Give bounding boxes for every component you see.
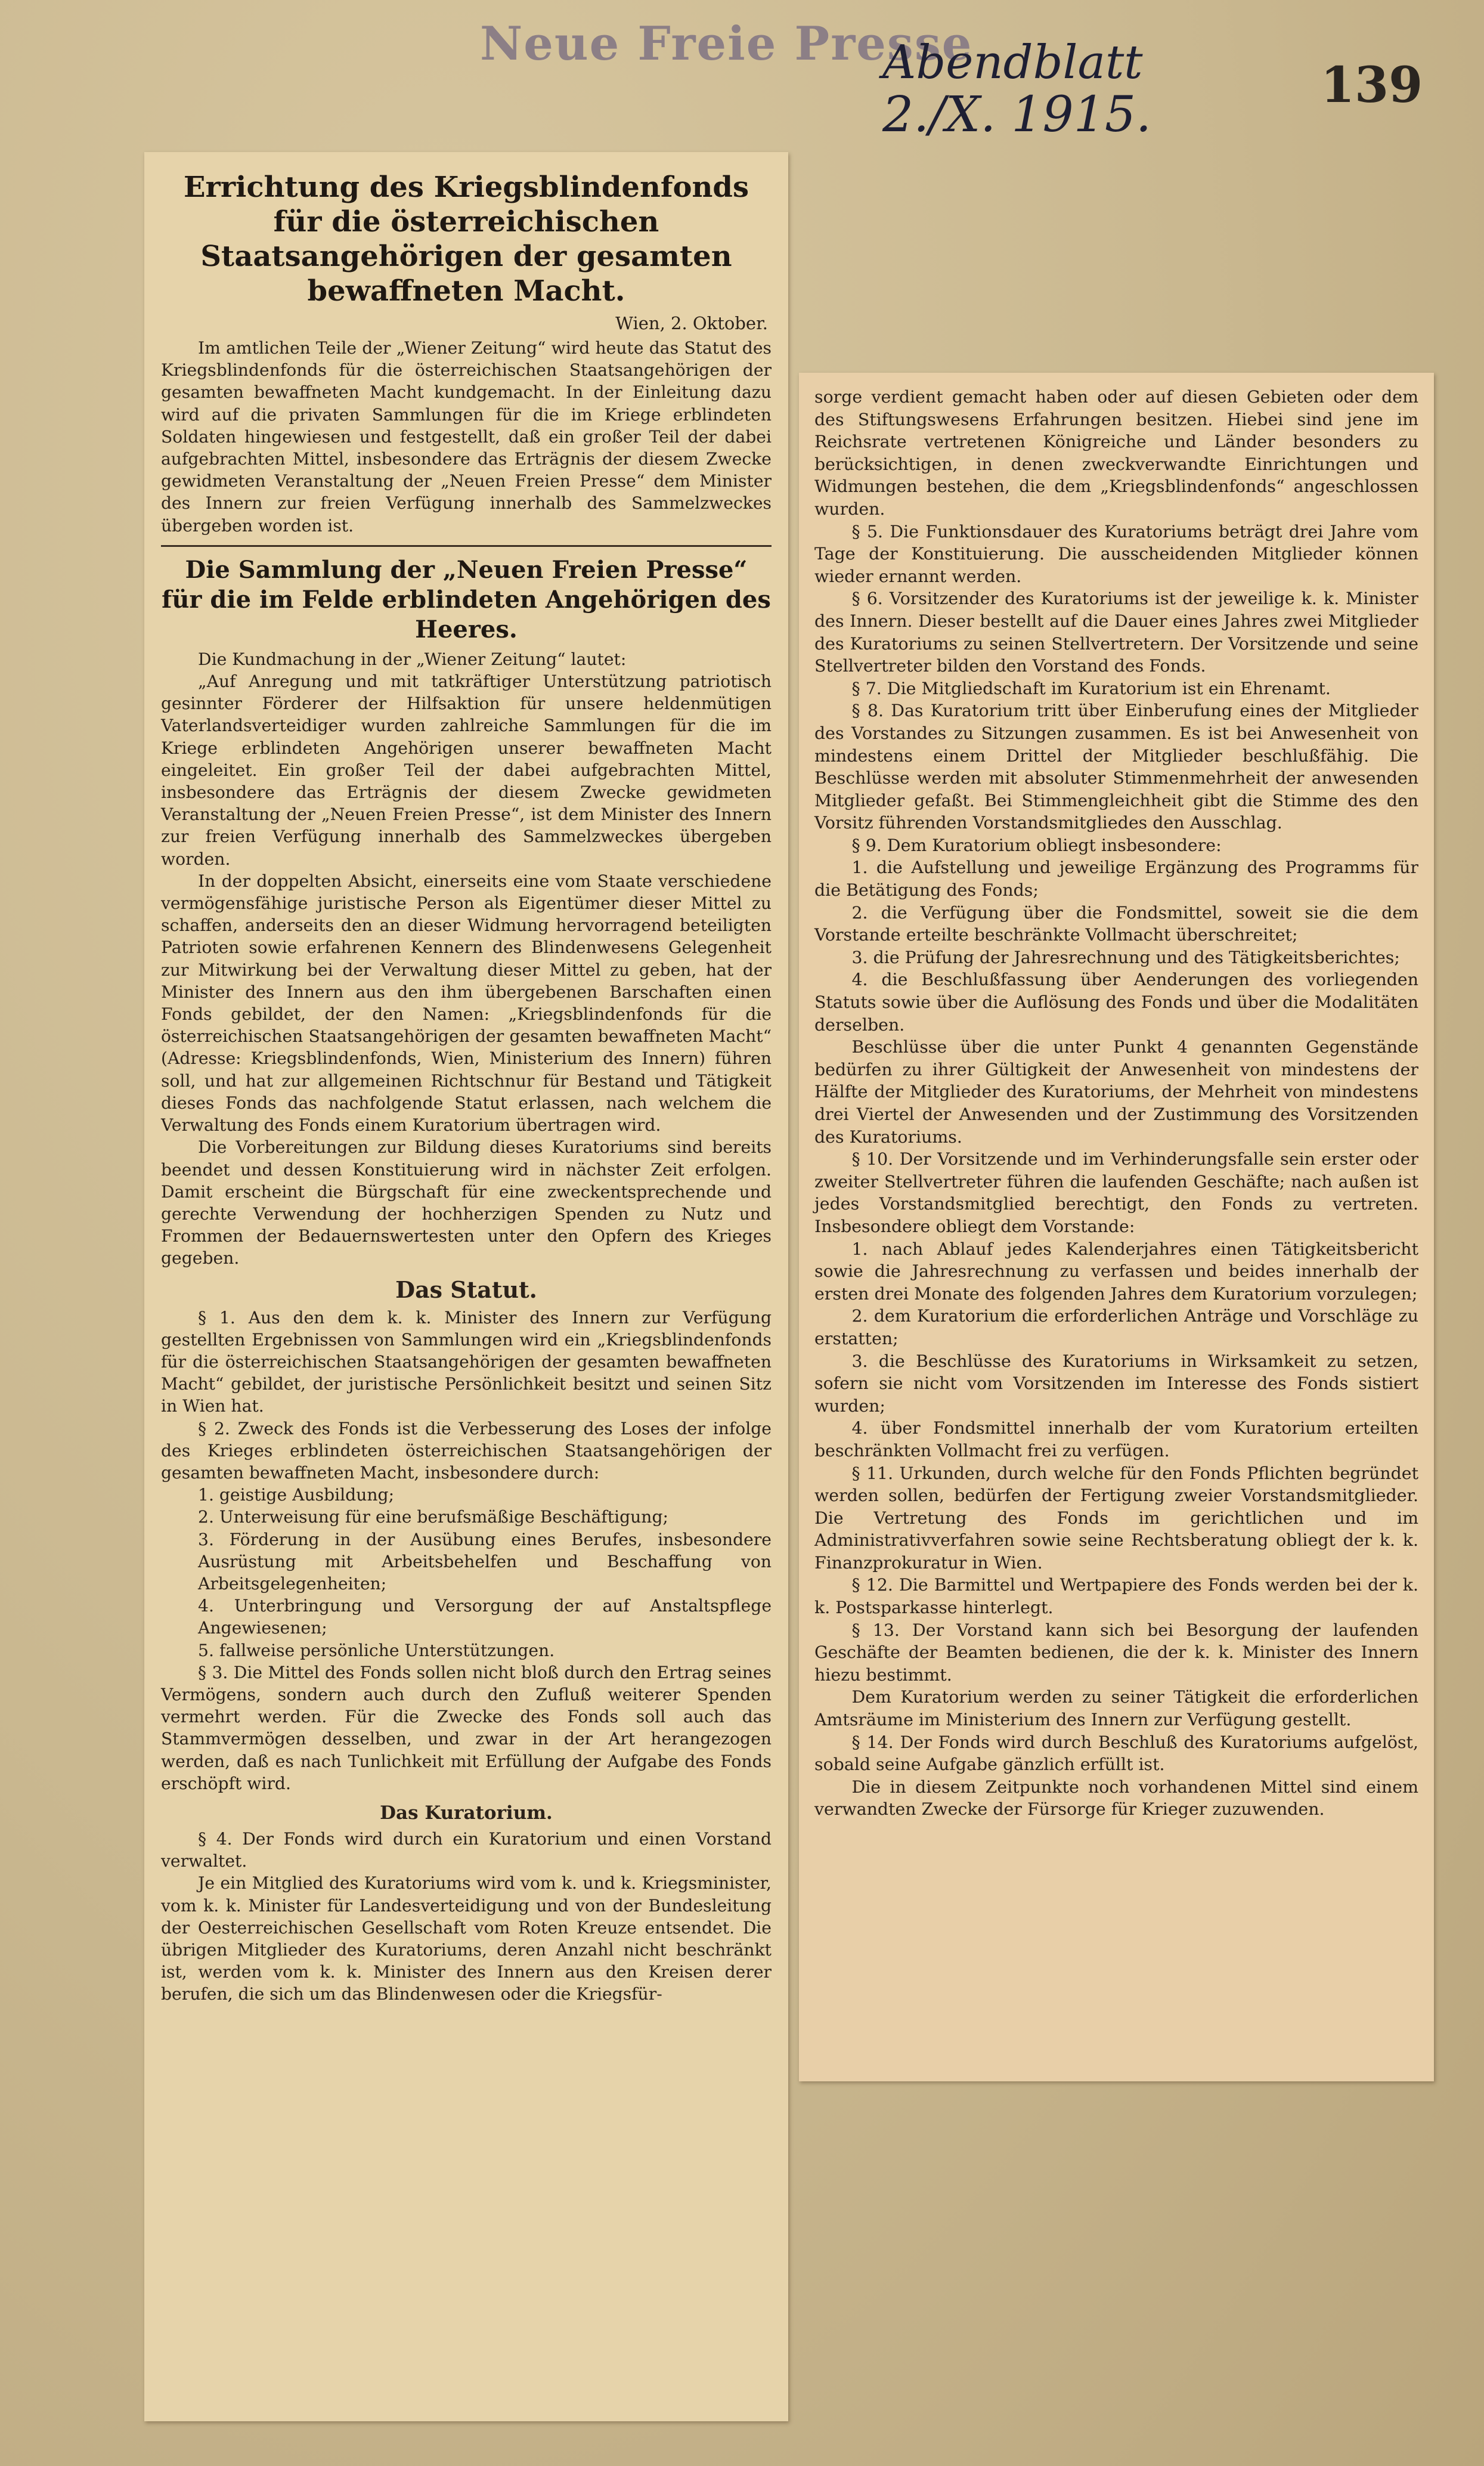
right-paragraph: Die in diesem Zeitpunkte noch vorhandenen Mittel sind einem verwandten Zwecke der Fürsorge für Krieger zuzuwenden.: [814, 1777, 1418, 1820]
kundmachung-paragraph: Die Kundmachung in der „Wiener Zeitung“ lautet:: [198, 649, 627, 669]
subheadline: Die Sammlung der „Neuen Freien Presse“ für die im Felde erblindeten Angehörigen des Heeres.: [162, 555, 771, 643]
kundmachung-paragraph: „Auf Anregung und mit tatkräftiger Unterstützung patriotisch gesinnter Förderer der Hilfsaktion für unsere heldenmütigen Vaterlandsverteidiger wurden zahlreiche Sammlungen für die im Kriege erblindeten Angehörigen unserer bewaffneten Macht eingeleitet. Ein großer Teil der dabei aufgebrachten Mittel, insbesondere das Erträgnis der diesem Zwecke gewidmeten Veranstaltung der „Neuen Freien Presse“, ist dem Minister des Innern zur freien Verfügung innerhalb des Sammelzweckes übergeben worden.: [161, 672, 772, 869]
intro-paragraph: Im amtlichen Teile der „Wiener Zeitung“ wird heute das Statut des Kriegsblindenfonds für die österreichischen Staatsangehörigen der gesamten bewaffneten Macht kundgemacht. In der Einleitung dazu wird auf die privaten Sammlungen für die im Kriege erblindeten Soldaten hingewiesen und festgestellt, daß ein großer Teil der dabei aufgebrachten Mittel, insbesondere das Erträgnis der diesem Zwecke gewidmeten Veranstaltung der „Neuen Freien Presse“ dem Minister des Innern zur freien Verfügung innerhalb des Sammelzweckes übergeben worden ist.: [161, 338, 772, 536]
clipping-right-column: [799, 373, 1434, 2081]
right-paragraph: 1. die Aufstellung und jeweilige Ergänzung des Programms für die Betätigung des Fonds;: [814, 858, 1418, 901]
right-paragraph: § 10. Der Vorsitzende und im Verhinderungsfalle sein erster oder zweiter Stellvertreter führen die laufenden Geschäfte; nach außen ist jedes Vorstandsmitglied berechtigt, den Fonds zu vertreten. Insbesondere obliegt dem Vorstande:: [814, 1149, 1418, 1236]
kundmachung-paragraph: In der doppelten Absicht, einerseits eine vom Staate verschiedene vermögensfähige juristische Person als Eigentümer dieser Mittel zu schaffen, anderseits den an dieser Widmung hervorragend beteiligten Patrioten sowie erfahrenen Kennern des Blindenwesens Gelegenheit zur Mitwirkung bei der Verwaltung dieser Mittel zu geben, hat der Minister des Innern aus den ihm übergebenen Barschaften einen Fonds gebildet, der den Namen: „Kriegsblindenfonds für die österreichischen Staatsangehörigen der gesamten bewaffneten Macht“ (Adresse: Kriegsblindenfonds, Wien, Ministerium des Innern) führen soll, und hat zur allgemeinen Richtschnur für Bestand und Tätigkeit dieses Fonds das nachfolgende Statut erlassen, nach welchem die Verwaltung des Fonds einem Kuratorium übertragen wird.: [161, 871, 772, 1135]
statut-list-item: 5. fallweise persönliche Unterstützungen.: [198, 1640, 555, 1660]
right-paragraph: § 12. Die Barmittel und Wertpapiere des Fonds werden bei der k. k. Postsparkasse hinterlegt.: [814, 1575, 1418, 1618]
right-paragraph: Dem Kuratorium werden zu seiner Tätigkeit die erforderlichen Amtsräume im Ministerium des Innern zur Verfügung gestellt.: [814, 1687, 1418, 1730]
right-paragraph: 1. nach Ablauf jedes Kalenderjahres einen Tätigkeitsbericht sowie die Jahresrechnung zu verfassen und beides innerhalb der ersten drei Monate des folgenden Jahres dem Kuratorium vorzulegen;: [814, 1239, 1418, 1304]
right-paragraph: § 9. Dem Kuratorium obliegt insbesondere:: [851, 835, 1222, 855]
statut-paragraph: § 3. Die Mittel des Fonds sollen nicht bloß durch den Ertrag seines Vermögens, sondern auch durch den Zufluß weiterer Spenden vermehrt werden. Für die Zwecke des Fonds soll auch das Stammvermögen desselben, und zwar in der Art herangezogen werden, daß es nach Tunlichkeit mit Erfüllung der Aufgabe des Fonds erschöpft wird.: [161, 1662, 772, 1793]
newspaper-stamp: Neue Freie Presse: [480, 17, 973, 71]
right-paragraph: 3. die Beschlüsse des Kuratoriums in Wirksamkeit zu setzen, sofern sie nicht vom Vorsitzenden im Interesse des Fonds sistiert wurden;: [814, 1351, 1418, 1416]
dateline: Wien, 2. Oktober.: [615, 313, 768, 333]
right-paragraph: 4. die Beschlußfassung über Aenderungen des vorliegenden Statuts sowie über die Auflösung des Fonds und über die Modalitäten derselben.: [814, 970, 1418, 1035]
statut-list-item: 2. Unterweisung für eine berufsmäßige Beschäftigung;: [198, 1507, 668, 1527]
right-paragraph: § 14. Der Fonds wird durch Beschluß des Kuratoriums aufgelöst, sobald seine Aufgabe gänzlich erfüllt ist.: [814, 1732, 1418, 1775]
right-paragraph: 2. dem Kuratorium die erforderlichen Anträge und Vorschläge zu erstatten;: [814, 1306, 1418, 1348]
right-paragraph: § 7. Die Mitgliedschaft im Kuratorium ist ein Ehrenamt.: [851, 678, 1331, 698]
kuratorium-paragraph: Je ein Mitglied des Kuratoriums wird vom k. und k. Kriegsminister, vom k. k. Minister für Landesverteidigung und von der Bundesleitung der Oesterreichischen Gesellschaft vom Roten Kreuze entsendet. Die übrigen Mitglieder des Kuratoriums, deren Anzahl nicht beschränkt ist, werden vom k. k. Minister des Innern aus den Kreisen derer berufen, die sich um das Blindenwesen oder die Kriegsfür-: [161, 1873, 772, 2004]
kundmachung-paragraph: Die Vorbereitungen zur Bildung dieses Kuratoriums sind bereits beendet und dessen Konstituierung wird in nächster Zeit erfolgen. Damit erscheint die Bürgschaft für eine zweckentsprechende und gerechte Verwendung der hochherzigen Spenden zu Nutz und Frommen der Bedauernswertesten unter den Opfern des Krieges gegeben.: [161, 1137, 772, 1268]
divider: [161, 545, 772, 547]
statut-paragraph: § 1. Aus den dem k. k. Minister des Innern zur Verfügung gestellten Ergebnissen von Sammlungen wird ein „Kriegsblindenfonds für die österreichischen Staatsangehörigen der gesamten bewaffneten Macht“ gebildet, der juristische Persönlichkeit besitzt und seinen Sitz in Wien hat.: [161, 1307, 772, 1416]
right-paragraph: § 8. Das Kuratorium tritt über Einberufung eines der Mitglieder des Vorstandes zu Sitzungen zusammen. Es ist bei Anwesenheit von mindestens einem Drittel der Mitglieder beschlußfähig. Die Beschlüsse werden mit absoluter Stimmenmehrheit der anwesenden Mitglieder gefaßt. Bei Stimmengleichheit gibt die Stimme des den Vorsitz führenden Vorstandsmitgliedes den Ausschlag.: [814, 701, 1418, 833]
statut-list-item: 4. Unterbringung und Versorgung der auf Anstaltspflege Angewiesenen;: [198, 1596, 772, 1638]
statut-title: Das Statut.: [395, 1276, 537, 1303]
kuratorium-paragraph: § 4. Der Fonds wird durch ein Kuratorium und einen Vorstand verwaltet.: [161, 1828, 772, 1871]
right-paragraph: 4. über Fondsmittel innerhalb der vom Kuratorium erteilten beschränkten Vollmacht frei zu verfügen.: [814, 1418, 1418, 1461]
right-paragraph: Beschlüsse über die unter Punkt 4 genannten Gegenstände bedürfen zu ihrer Gültigkeit der Anwesenheit von mindestens der Hälfte der Mitglieder des Kuratoriums, der Mehrheit von mindestens drei Viertel der Anwesenden und der Zustimmung des Vorsitzenden des Kuratoriums.: [814, 1037, 1418, 1147]
statut-paragraph: § 2. Zweck des Fonds ist die Verbesserung des Loses der infolge des Krieges erblindeten österreichischen Staatsangehörigen der gesamten bewaffneten Macht, insbesondere durch:: [161, 1418, 772, 1483]
right-paragraph: sorge verdient gemacht haben oder auf diesen Gebieten oder dem des Stiftungswesens Erfahrungen besitzen. Hiebei sind jene im Reichsrate vertretenen Königreiche und Länder besonders zu berücksichtigen, in denen zweckverwandte Einrichtungen und Widmungen bestehen, die dem „Kriegsblindenfonds“ angeschlossen wurden.: [814, 387, 1418, 519]
right-paragraph: § 5. Die Funktionsdauer des Kuratoriums beträgt drei Jahre vom Tage der Konstituierung. Die ausscheidenden Mitglieder können wieder ernannt werden.: [814, 521, 1418, 586]
page-number: 139: [1321, 57, 1423, 114]
handwritten-edition: Abendblatt: [882, 36, 1143, 89]
handwritten-date: 2./X. 1915.: [882, 86, 1152, 143]
right-paragraph: 3. die Prüfung der Jahresrechnung und des Tätigkeitsberichtes;: [851, 947, 1400, 967]
article-headline: Errichtung des Kriegsblindenfonds für die österreichischen Staatsangehörigen der gesamten bewaffneten Macht.: [183, 171, 749, 308]
right-paragraph: § 13. Der Vorstand kann sich bei Besorgung der laufenden Geschäfte der Beamten bedienen, die der k. k. Minister des Innern hiezu bestimmt.: [814, 1620, 1418, 1685]
right-paragraph: § 11. Urkunden, durch welche für den Fonds Pflichten begründet werden sollen, bedürfen der Fertigung zweier Vorstandsmitglieder. Die Vertretung des Fonds im gerichtlichen und im Administrativverfahren sowie seine Rechtsberatung obliegt der k. k. Finanzprokuratur in Wien.: [814, 1463, 1418, 1573]
right-paragraph: § 6. Vorsitzender des Kuratoriums ist der jeweilige k. k. Minister des Innern. Dieser bestellt auf die Dauer eines Jahres zwei Mitglieder des Kuratoriums zu seinen Stellvertretern. Der Vorsitzende und seine Stellvertreter bilden den Vorstand des Fonds.: [814, 589, 1418, 676]
statut-list-item: 1. geistige Ausbildung;: [198, 1485, 395, 1505]
kuratorium-title: Das Kuratorium.: [380, 1802, 553, 1824]
right-paragraph: 2. die Verfügung über die Fondsmittel, soweit sie die dem Vorstande erteilte beschränkte Vollmacht überschreitet;: [814, 902, 1418, 945]
clipping-left-column: [144, 152, 788, 2421]
statut-list-item: 3. Förderung in der Ausübung eines Berufes, insbesondere Ausrüstung mit Arbeitsbehelfen und Beschaffung von Arbeitsgelegenheiten;: [198, 1529, 772, 1594]
